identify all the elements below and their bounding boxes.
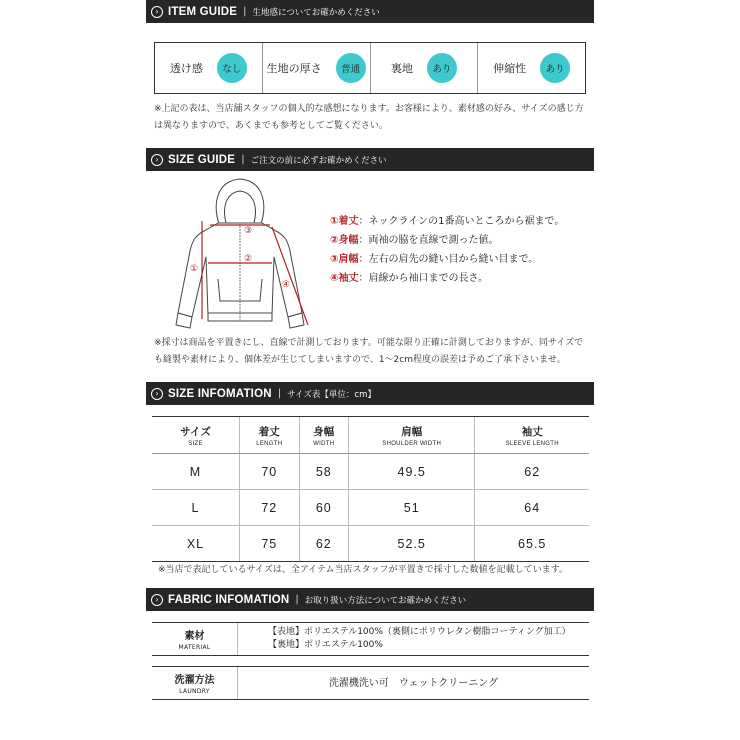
chevron-circle-icon: ›	[151, 154, 163, 166]
chevron-circle-icon: ›	[151, 594, 163, 606]
column-header: 身幅 WIDTH	[299, 417, 348, 454]
section-title: FABRIC INFOMATION	[168, 593, 290, 606]
item-guide-cell	[155, 43, 262, 93]
legend-item: ③肩幅：左右の肩先の縫い目から縫い目まで。	[330, 254, 539, 265]
laundry-label: 洗濯方法 LAUNDRY	[152, 667, 238, 699]
column-header: サイズ SIZE	[152, 417, 240, 454]
table-cell: 51	[348, 490, 474, 526]
section-subtitle: 生地感についてお確かめください	[252, 7, 380, 18]
table-header-row	[152, 417, 589, 454]
section-title: SIZE GUIDE	[168, 153, 236, 166]
table-cell: XL	[152, 526, 240, 562]
measurement-legend	[330, 212, 564, 288]
table-cell: 62	[475, 454, 589, 490]
table-cell: 60	[299, 490, 348, 526]
item-guide-table	[154, 42, 586, 94]
column-header: 袖丈 SLEEVE LENGTH	[475, 417, 589, 454]
item-guide-badge: 普通	[336, 53, 366, 83]
table-cell: 70	[240, 454, 300, 490]
table-cell: 52.5	[348, 526, 474, 562]
material-row	[152, 622, 589, 656]
legend-item: ②身幅：両袖の脇を直線で測った値。	[330, 235, 499, 246]
legend-item: ④袖丈：肩線から袖口までの長さ。	[330, 273, 489, 284]
item-guide-note: ※上記の表は、当店舗スタッフの個人的な感想になります。お客様により、素材感の好み、サイズの感じ方 は異なりますので、あくまでも参考としてご覧ください。	[154, 104, 584, 131]
item-guide-label: 生地の厚さ	[266, 62, 322, 75]
column-header: 着丈 LENGTH	[240, 417, 300, 454]
table-cell: 49.5	[348, 454, 474, 490]
item-guide-label: 透け感	[169, 62, 203, 75]
item-guide-cell	[477, 43, 585, 93]
table-row	[152, 454, 589, 490]
laundry-value: 洗濯機洗い可 ウェットクリーニング	[328, 677, 499, 689]
legend-item: ①着丈：ネックラインの1番高いところから裾まで。	[330, 216, 565, 227]
item-guide-header: › ITEM GUIDE | 生地感についてお確かめください	[146, 0, 594, 23]
table-cell: 72	[240, 490, 300, 526]
item-guide-badge: なし	[217, 53, 247, 83]
chevron-circle-icon: ›	[151, 388, 163, 400]
size-guide-header: › SIZE GUIDE | ご注文の前に必ずお確かめください	[146, 148, 594, 171]
table-cell: 75	[240, 526, 300, 562]
table-cell: L	[152, 490, 240, 526]
laundry-row	[152, 666, 589, 700]
mark-shoulder: ③	[244, 226, 253, 236]
item-guide-cell	[262, 43, 370, 93]
size-info-note: ※当店で表記しているサイズは、全アイテム当店スタッフが平置きで採寸した数値を記載しています。	[158, 565, 568, 575]
table-cell: 62	[299, 526, 348, 562]
fabric-info-header: › FABRIC INFOMATION | お取り扱い方法についてお確かめください	[146, 588, 594, 611]
mark-sleeve: ④	[282, 280, 291, 290]
item-guide-label: 伸縮性	[493, 62, 527, 75]
material-label: 素材 MATERIAL	[152, 623, 238, 655]
item-guide-label: 裏地	[390, 62, 413, 75]
section-subtitle: サイズ表【単位：cm】	[287, 389, 376, 400]
item-guide-badge: あり	[427, 53, 457, 83]
table-row	[152, 526, 589, 562]
size-table	[152, 416, 589, 562]
material-value: 【表地】ポリエステル100%（裏側にポリウレタン樹脂コーティング加工） 【裏地】ポリエステル100%	[268, 627, 571, 650]
table-row	[152, 490, 589, 526]
section-title: SIZE INFOMATION	[168, 387, 272, 400]
hood-outline	[216, 179, 263, 227]
item-guide-badge: あり	[540, 53, 570, 83]
column-header: 肩幅 SHOULDER WIDTH	[348, 417, 474, 454]
section-subtitle: お取り扱い方法についてお確かめください	[304, 595, 467, 606]
chevron-circle-icon: ›	[151, 6, 163, 18]
hoodie-diagram	[160, 175, 320, 335]
table-cell: M	[152, 454, 240, 490]
section-subtitle: ご注文の前に必ずお確かめください	[250, 155, 387, 166]
size-guide-note: ※採寸は商品を平置きにし、直線で計測しております。可能な限り正確に計測しておりますが、同サイズで も縫製や素材により、個体差が生じてしまいますので、1〜2cm程度の誤差は予めご了承下さいませ。	[154, 338, 584, 365]
table-cell: 65.5	[475, 526, 589, 562]
size-info-header: › SIZE INFOMATION | サイズ表【単位：cm】	[146, 382, 594, 405]
table-cell: 64	[475, 490, 589, 526]
section-title: ITEM GUIDE	[168, 5, 238, 18]
table-cell: 58	[299, 454, 348, 490]
mark-length: ①	[190, 264, 199, 274]
item-guide-cell	[370, 43, 478, 93]
mark-width: ②	[244, 254, 253, 264]
